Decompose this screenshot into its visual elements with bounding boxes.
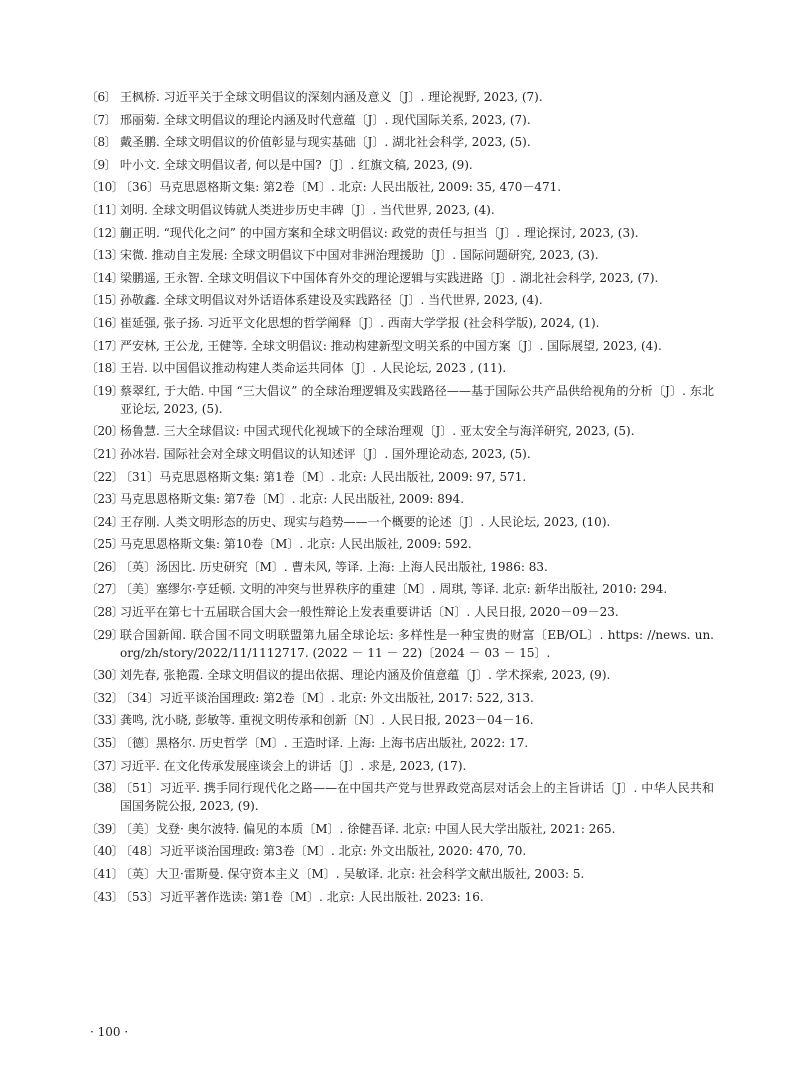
reference-entry xyxy=(86,535,714,553)
reference-entry xyxy=(86,246,714,264)
reference-number: 〔43〕 xyxy=(86,889,124,904)
reference-entry xyxy=(86,422,714,440)
reference-entry xyxy=(86,490,714,508)
reference-entry xyxy=(86,445,714,463)
reference-number: 〔22〕 xyxy=(86,469,124,484)
reference-list xyxy=(86,88,714,910)
reference-entry xyxy=(86,382,714,418)
reference-text: 龚鸣, 沈小晓, 彭敏等. 重视文明传承和创新〔N〕. 人民日报, 2023－04－16. xyxy=(120,713,534,728)
reference-number: 〔7〕 xyxy=(86,112,117,127)
reference-text: 马克思恩格斯文集: 第10卷〔M〕. 北京: 人民出版社, 2009: 592. xyxy=(120,537,472,552)
reference-number: 〔25〕 xyxy=(86,537,124,552)
reference-text: 严安林, 王公龙, 王健等. 全球文明倡议: 推动构建新型文明关系的中国方案〔J〕. 国际展望, 2023, (4). xyxy=(120,338,662,353)
reference-text: 刘明. 全球文明倡议铸就人类进步历史丰碑〔J〕. 当代世界, 2023, (4). xyxy=(120,202,495,217)
reference-text: 马克思恩格斯文集: 第7卷〔M〕. 北京: 人民出版社, 2009: 894. xyxy=(120,492,465,507)
reference-entry xyxy=(86,865,714,883)
reference-text: 宋微. 推动自主发展: 全球文明倡议下中国对非洲治理援助〔J〕. 国际问题研究, 2023, (3). xyxy=(120,248,599,263)
reference-text: 〔51〕习近平. 携手同行现代化之路——在中国共产党与世界政党高层对话会上的主旨讲话〔J〕. 中华人民共和国国务院公报, 2023, (9). xyxy=(120,781,714,814)
reference-number: 〔33〕 xyxy=(86,713,124,728)
reference-entry xyxy=(86,291,714,309)
reference-entry xyxy=(86,603,714,621)
reference-number: 〔16〕 xyxy=(86,315,124,330)
reference-entry xyxy=(86,88,714,106)
reference-text: 梁鹏遥, 王永智. 全球文明倡议下中国体育外交的理论逻辑与实践进路〔J〕. 湖北社会科学, 2023, (7). xyxy=(120,270,659,285)
reference-text: 〔34〕习近平谈治国理政: 第2卷〔M〕. 北京: 外文出版社, 2017: 522, 313. xyxy=(120,690,534,705)
reference-entry xyxy=(86,734,714,752)
reference-number: 〔32〕 xyxy=(86,690,124,705)
reference-text: 孙冰岩. 国际社会对全球文明倡议的认知述评〔J〕. 国外理论动态, 2023, (5). xyxy=(120,446,531,461)
reference-text: 〔美〕戈登· 奥尔波特. 偏见的本质〔M〕. 徐健吾译. 北京: 中国人民大学出版社, 2021: 265. xyxy=(120,821,616,836)
reference-number: 〔27〕 xyxy=(86,582,124,597)
reference-entry xyxy=(86,513,714,531)
reference-text: 〔英〕汤因比. 历史研究〔M〕. 曹未风, 等译. 上海: 上海人民出版社, 1986: 83. xyxy=(120,559,548,574)
reference-number: 〔35〕 xyxy=(86,736,124,751)
reference-number: 〔21〕 xyxy=(86,446,124,461)
reference-text: 蔡翠红, 于大皓. 中国 “三大倡议” 的全球治理逻辑及实践路径——基于国际公共产品供给视角的分析〔J〕. 东北亚论坛, 2023, (5). xyxy=(120,383,714,416)
reference-text: 蒯正明. “现代化之问” 的中国方案和全球文明倡议: 政党的责任与担当〔J〕. 理论探讨, 2023, (3). xyxy=(120,225,639,240)
reference-entry xyxy=(86,888,714,906)
reference-entry xyxy=(86,314,714,332)
reference-text: 〔美〕塞缪尔·亨廷顿. 文明的冲突与世界秩序的重建〔M〕. 周琪, 等译. 北京: 新华出版社, 2010: 294. xyxy=(120,582,668,597)
reference-number: 〔39〕 xyxy=(86,821,124,836)
reference-text: 习近平. 在文化传承发展座谈会上的讲话〔J〕. 求是, 2023, (17). xyxy=(120,758,467,773)
reference-entry xyxy=(86,626,714,662)
reference-entry xyxy=(86,269,714,287)
reference-text: 王存刚. 人类文明形态的历史、现实与趋势——一个概要的论述〔J〕. 人民论坛, 2023, (10). xyxy=(120,514,611,529)
reference-entry xyxy=(86,201,714,219)
reference-text: 戴圣鹏. 全球文明倡议的价值彰显与现实基础〔J〕. 湖北社会科学, 2023, (5). xyxy=(120,135,531,150)
reference-number: 〔18〕 xyxy=(86,361,124,376)
reference-text: 〔31〕马克思恩格斯文集: 第1卷〔M〕. 北京: 人民出版社, 2009: 97, 571. xyxy=(120,469,527,484)
reference-text: 〔36〕马克思恩格斯文集: 第2卷〔M〕. 北京: 人民出版社, 2009: 35, 470－471. xyxy=(120,180,562,195)
reference-text: 杨鲁慧. 三大全球倡议: 中国式现代化视域下的全球治理观〔J〕. 亚太安全与海洋研究, 2023, (5). xyxy=(120,424,635,439)
reference-text: 〔48〕习近平谈治国理政: 第3卷〔M〕. 北京: 外文出版社, 2020: 470, 70. xyxy=(120,844,527,859)
reference-text: 王枫桥. 习近平关于全球文明倡议的深刻内涵及意义〔J〕. 理论视野, 2023, (7). xyxy=(120,90,543,104)
reference-entry xyxy=(86,178,714,196)
reference-number: 〔40〕 xyxy=(86,844,124,859)
reference-text: 王岩. 以中国倡议推动构建人类命运共同体〔J〕. 人民论坛, 2023 , (11). xyxy=(120,361,507,376)
reference-text: 刘先春, 张艳霞. 全球文明倡议的提出依据、理论内涵及价值意蕴〔J〕. 学术探索, 2023, (9). xyxy=(120,668,611,683)
reference-number: 〔38〕 xyxy=(86,781,124,796)
reference-entry xyxy=(86,224,714,242)
reference-text: 习近平在第七十五届联合国大会一般性辩论上发表重要讲话〔N〕. 人民日报, 2020－09－23. xyxy=(120,605,619,620)
reference-number: 〔11〕 xyxy=(86,202,124,217)
reference-number: 〔23〕 xyxy=(86,492,124,507)
reference-number: 〔17〕 xyxy=(86,338,124,353)
reference-entry xyxy=(86,820,714,838)
reference-number: 〔8〕 xyxy=(86,135,117,150)
reference-text: 崔延强, 张子扬. 习近平文化思想的哲学阐释〔J〕. 西南大学学报 (社会科学版), 2024, (1). xyxy=(120,315,600,330)
reference-number: 〔6〕 xyxy=(86,90,117,104)
reference-number: 〔19〕 xyxy=(86,383,124,398)
reference-entry xyxy=(86,757,714,775)
reference-number: 〔20〕 xyxy=(86,424,124,439)
reference-text: 孙敬鑫. 全球文明倡议对外话语体系建设及实践路径〔J〕. 当代世界, 2023, (4). xyxy=(120,293,543,308)
reference-number: 〔24〕 xyxy=(86,514,124,529)
reference-entry xyxy=(86,111,714,129)
reference-entry xyxy=(86,842,714,860)
reference-entry xyxy=(86,558,714,576)
reference-entry xyxy=(86,337,714,355)
reference-number: 〔10〕 xyxy=(86,180,124,195)
reference-entry xyxy=(86,580,714,598)
reference-text: 〔53〕习近平著作选读: 第1卷〔M〕. 北京: 人民出版社. 2023: 16. xyxy=(120,889,484,904)
reference-text: 〔德〕黑格尔. 历史哲学〔M〕. 王造时译. 上海: 上海书店出版社, 2022: 17. xyxy=(120,736,529,751)
page-number: · 100 · xyxy=(90,1025,129,1039)
reference-entry xyxy=(86,359,714,377)
reference-entry xyxy=(86,689,714,707)
reference-number: 〔28〕 xyxy=(86,605,124,620)
reference-entry xyxy=(86,711,714,729)
reference-number: 〔26〕 xyxy=(86,559,124,574)
reference-number: 〔29〕 xyxy=(86,627,124,642)
reference-number: 〔37〕 xyxy=(86,758,124,773)
reference-number: 〔9〕 xyxy=(86,157,117,172)
reference-text: 邢丽菊. 全球文明倡议的理论内涵及时代意蕴〔J〕. 现代国际关系, 2023, (7). xyxy=(120,112,531,127)
reference-number: 〔15〕 xyxy=(86,293,124,308)
reference-entry xyxy=(86,468,714,486)
reference-number: 〔41〕 xyxy=(86,867,124,881)
reference-number: 〔14〕 xyxy=(86,270,124,285)
reference-text: 〔英〕大卫·雷斯曼. 保守资本主义〔M〕. 吴敏译. 北京: 社会科学文献出版社, 2003: 5. xyxy=(120,867,585,881)
reference-entry xyxy=(86,666,714,684)
reference-text: 联合国新闻. 联合国不同文明联盟第九届全球论坛: 多样性是一种宝贵的财富〔EB/OL〕. https: //news. un. org/zh/story/2022/11/1112717. (2022 － 11 － 22)〔2024 － 03 － 15〕. xyxy=(120,627,714,660)
reference-entry xyxy=(86,779,714,815)
reference-number: 〔30〕 xyxy=(86,668,124,683)
reference-number: 〔13〕 xyxy=(86,248,124,263)
reference-number: 〔12〕 xyxy=(86,225,124,240)
reference-entry xyxy=(86,133,714,151)
reference-entry xyxy=(86,156,714,174)
reference-text: 叶小文. 全球文明倡议者, 何以是中国?〔J〕. 红旗文稿, 2023, (9). xyxy=(120,157,473,172)
